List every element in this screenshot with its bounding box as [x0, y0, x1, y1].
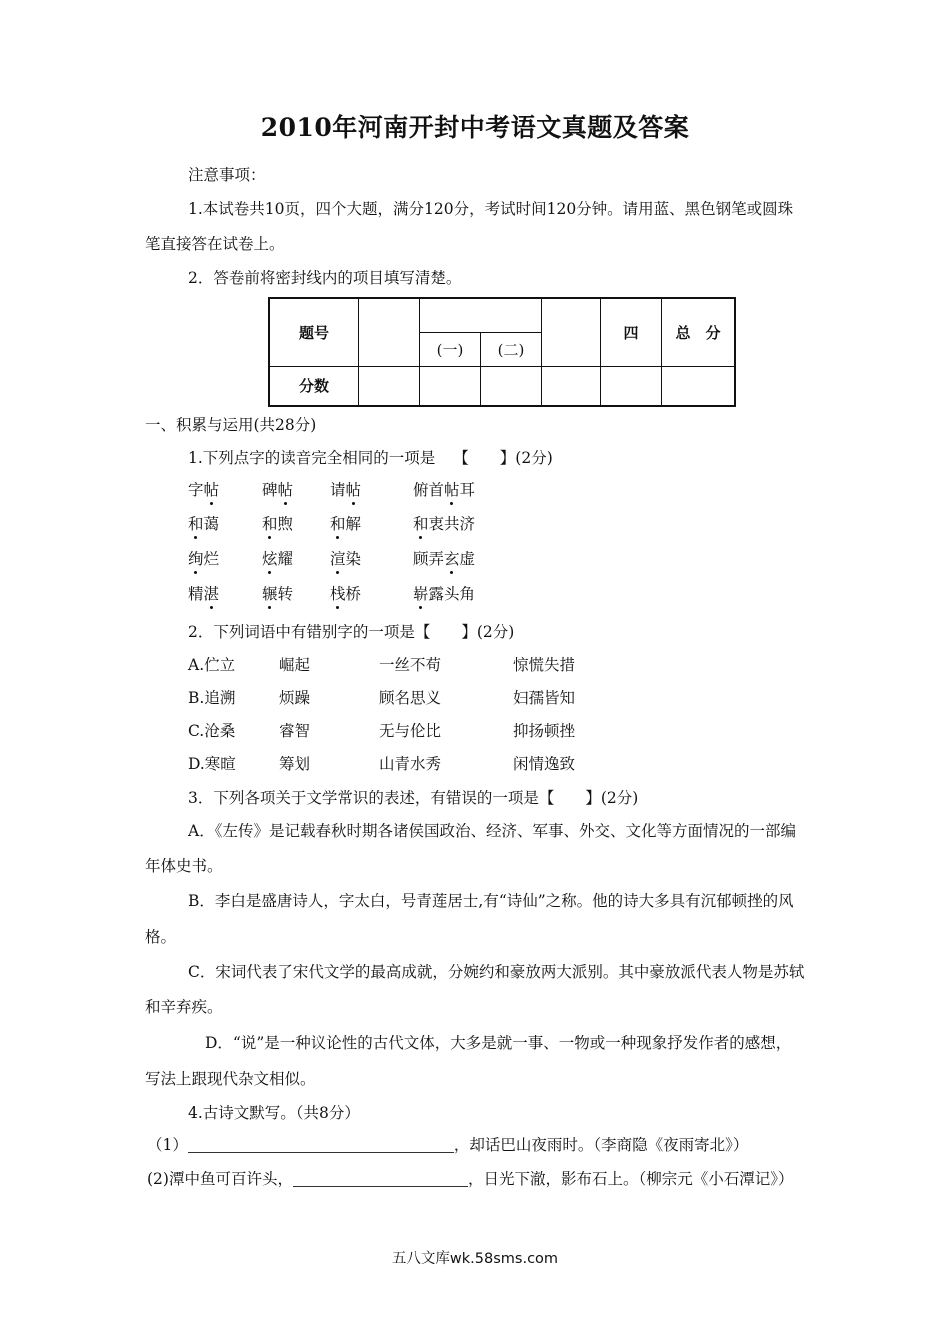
q4-stem: 4.古诗文默写。（共8分） — [188, 1104, 360, 1122]
q3-option-d: D．“说”是一种议论性的古代文体，大多是就一事、一物或一种现象抒发作者的感想， — [205, 1034, 792, 1052]
score-table-col-total: 总 分 — [662, 298, 736, 366]
q4-line-1-suffix: ，却话巴山夜雨时。（李商隐《夜雨寄北》） — [453, 1136, 749, 1154]
score-cell — [420, 366, 481, 406]
q1-word: 辗转 — [262, 582, 293, 604]
notice-heading: 注意事项： — [188, 166, 266, 184]
answer-blank[interactable] — [293, 1168, 468, 1187]
q2-option: A.伫立 — [188, 656, 236, 674]
q2-option: 惊慌失措 — [513, 656, 576, 674]
q1-stem — [188, 446, 553, 468]
q2-option: D.寒暄 — [188, 755, 236, 773]
notice-item-2: 2．答卷前将密封线内的项目填写清楚。 — [188, 269, 462, 287]
q4-line-2-prefix: (2)潭中鱼可百许头， — [147, 1170, 293, 1188]
score-table-header-cell-2 — [420, 298, 542, 332]
q3-option-a-cont: 年体史书。 — [145, 857, 223, 875]
q1-word: 炫耀 — [262, 547, 293, 569]
q2-option: 无与伦比 — [379, 722, 442, 740]
q2-option: 闲情逸致 — [513, 755, 576, 773]
q2-option: 山青水秀 — [379, 755, 442, 773]
score-table-header-cell-3 — [542, 298, 601, 366]
answer-blank[interactable] — [188, 1134, 454, 1153]
score-table — [268, 297, 736, 407]
score-table-sub-2: (二) — [481, 332, 542, 366]
q1-word: 和衷共济 — [413, 512, 475, 534]
q1-word: 崭露头角 — [413, 582, 475, 604]
score-table-sub-1: (一) — [420, 332, 481, 366]
q4-line-2 — [147, 1167, 793, 1189]
score-table-col-four: 四 — [601, 298, 662, 366]
q4-line-1-prefix: （1） — [147, 1136, 188, 1154]
q3-stem: 3．下列各项关于文学常识的表述，有错误的一项是【 】(2分) — [188, 789, 639, 807]
q1-word: 精湛 — [188, 582, 219, 604]
page-title: 2010年河南开封中考语文真题及答案 — [260, 113, 690, 142]
q2-option: 烦躁 — [279, 689, 311, 707]
q1-word: 请帖 — [330, 478, 361, 500]
score-table-header-cell-1 — [359, 298, 420, 366]
q2-option: B.追溯 — [188, 689, 236, 707]
q1-word: 和解 — [330, 512, 361, 534]
q2-option: 筹划 — [279, 755, 311, 773]
q2-option: C.沧桑 — [188, 722, 236, 740]
q1-stem-text: 1.下列点字的读音完全相同的一项是 — [188, 449, 436, 467]
q1-word: 绚烂 — [188, 547, 219, 569]
q2-stem: 2．下列词语中有错别字的一项是【 】(2分) — [188, 623, 515, 641]
q1-word: 顾弄玄虚 — [413, 547, 475, 569]
score-cell — [359, 366, 420, 406]
q3-option-c-cont: 和辛弃疾。 — [145, 998, 223, 1016]
q2-option: 崛起 — [279, 656, 311, 674]
q2-option: 睿智 — [279, 722, 311, 740]
q2-option: 一丝不苟 — [379, 656, 442, 674]
footer-watermark: 五八文库wk.58sms.com — [391, 1251, 559, 1267]
notice-item-1: 1.本试卷共10页，四个大题，满分120分，考试时间120分钟。请用蓝、黑色钢笔或圆珠 — [188, 200, 794, 218]
score-cell — [481, 366, 542, 406]
q1-word: 碑帖 — [262, 478, 293, 500]
score-cell — [542, 366, 601, 406]
q2-option: 顾名思义 — [379, 689, 442, 707]
notice-item-1-cont: 笔直接答在试卷上。 — [145, 235, 285, 253]
section-1-heading: 一、积累与运用(共28分) — [145, 416, 317, 434]
q3-option-b: B．李白是盛唐诗人，字太白，号青莲居士,有“诗仙”之称。他的诗大多具有沉郁顿挫的风 — [188, 892, 794, 910]
score-cell — [601, 366, 662, 406]
q1-word: 和蔼 — [188, 512, 219, 534]
score-table-score-label: 分数 — [269, 366, 359, 406]
q1-word: 栈桥 — [330, 582, 361, 604]
q2-option: 抑扬顿挫 — [513, 722, 576, 740]
q1-bracket: 【 】(2分) — [453, 449, 553, 467]
q3-option-c: C．宋词代表了宋代文学的最高成就，分婉约和豪放两大派别。其中豪放派代表人物是苏轼 — [188, 963, 805, 981]
score-cell — [662, 366, 736, 406]
q1-word: 俯首帖耳 — [413, 478, 475, 500]
q1-word: 和煦 — [262, 512, 293, 534]
q4-line-1 — [147, 1133, 748, 1155]
q3-option-d-cont: 写法上跟现代杂文相似。 — [145, 1070, 316, 1088]
score-table-header-label: 题号 — [269, 298, 359, 366]
q2-option: 妇孺皆知 — [513, 689, 576, 707]
q3-option-a: A．《左传》是记载春秋时期各诸侯国政治、经济、军事、外交、文化等方面情况的一部编 — [188, 822, 796, 840]
q1-word: 字帖 — [188, 478, 219, 500]
q4-line-2-suffix: ，日光下澈，影布石上。（柳宗元《小石潭记》） — [467, 1170, 794, 1188]
q1-word: 渲染 — [330, 547, 361, 569]
q3-option-b-cont: 格。 — [145, 928, 177, 946]
